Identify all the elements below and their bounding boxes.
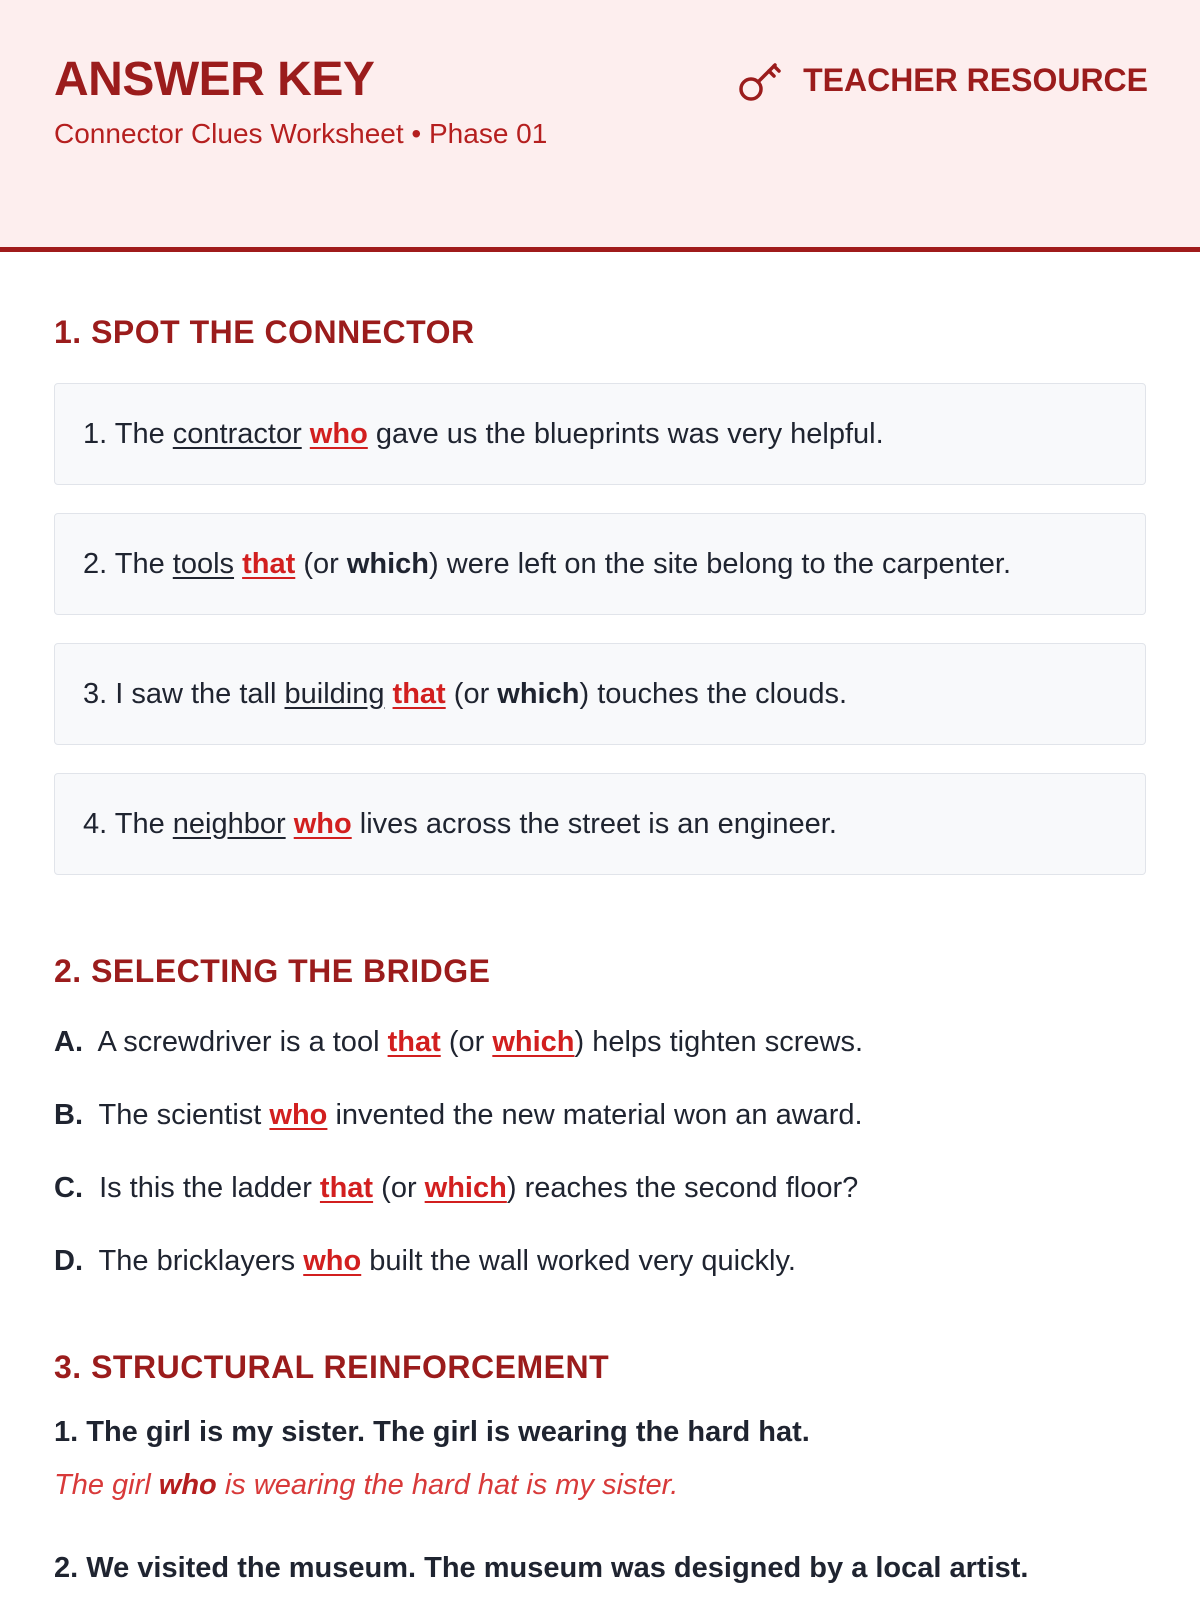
badge-label: TEACHER RESOURCE xyxy=(803,61,1148,98)
antecedent-noun: building xyxy=(284,677,385,710)
alternate-connector: (or which) xyxy=(448,1026,585,1058)
section-heading-structural-reinforcement: 3. STRUCTURAL REINFORCEMENT xyxy=(54,1349,610,1385)
connector-word: who xyxy=(269,1099,328,1131)
combine-question: 1. The girl is my sister. The girl is wearing the hard hat. xyxy=(54,1416,810,1448)
sentence-start: The bricklayers xyxy=(98,1245,296,1277)
combine-answer xyxy=(54,1458,1146,1512)
bridge-item xyxy=(54,1079,1146,1152)
page-header xyxy=(0,0,1200,252)
connector-word: who xyxy=(303,1245,362,1277)
connector-word: that xyxy=(242,547,296,580)
answer-card xyxy=(54,773,1146,875)
sentence-start: Is this the ladder xyxy=(99,1172,312,1204)
alternate-word: which xyxy=(497,677,580,710)
bridge-item xyxy=(54,1225,1146,1298)
item-number: 1. xyxy=(83,417,108,450)
item-number: 4. xyxy=(83,807,108,840)
item-letter: D. xyxy=(54,1245,83,1277)
item-number: 2. xyxy=(83,547,108,580)
sentence-rest: were left on the site belong to the carpenter. xyxy=(446,547,1012,580)
sentence-start: The xyxy=(114,547,165,580)
bridge-item xyxy=(54,1006,1146,1079)
sentence-start: A screwdriver is a tool xyxy=(97,1026,380,1058)
bridge-item xyxy=(54,1152,1146,1225)
connector-word: who xyxy=(309,417,368,450)
sentence-rest: helps tighten screws. xyxy=(592,1026,864,1058)
alternate-word: which xyxy=(492,1026,575,1058)
alternate-word: which xyxy=(424,1172,507,1204)
antecedent-noun: contractor xyxy=(172,417,302,450)
answer-card xyxy=(54,383,1146,485)
page-title: ANSWER KEY xyxy=(54,53,375,106)
connector-word: that xyxy=(387,1026,441,1058)
answer-key-content xyxy=(0,252,1200,1594)
answer-rest: is wearing the hard hat is my sister. xyxy=(224,1469,679,1501)
connector-word: that xyxy=(392,677,446,710)
alternate-word: which xyxy=(346,547,430,580)
item-letter: A. xyxy=(54,1026,83,1058)
sentence-start: The xyxy=(114,417,165,450)
sentence-rest: touches the clouds. xyxy=(597,677,848,710)
sentence-start: The scientist xyxy=(98,1099,262,1131)
connector-word: who xyxy=(158,1469,217,1501)
answer-card xyxy=(54,513,1146,615)
item-number: 3. xyxy=(83,677,108,710)
sentence-rest: gave us the blueprints was very helpful. xyxy=(375,417,884,450)
combine-question: 2. We visited the museum. The museum was designed by a local artist. xyxy=(54,1552,1029,1584)
alternate-connector: (or which) xyxy=(381,1172,517,1204)
section-heading-spot-connector: 1. SPOT THE CONNECTOR xyxy=(54,314,475,350)
sentence-rest: invented the new material won an award. xyxy=(335,1099,863,1131)
answer-start: The girl xyxy=(54,1469,151,1501)
connector-word: who xyxy=(293,807,352,840)
antecedent-noun: tools xyxy=(172,547,235,580)
alternate-connector: (or which) xyxy=(453,677,590,710)
answer-card xyxy=(54,643,1146,745)
antecedent-noun: neighbor xyxy=(172,807,286,840)
page-subtitle: Connector Clues Worksheet • Phase 01 xyxy=(54,118,548,149)
teacher-resource-badge xyxy=(737,56,1148,104)
sentence-rest: built the wall worked very quickly. xyxy=(369,1245,796,1277)
connector-word: that xyxy=(319,1172,374,1204)
item-letter: B. xyxy=(54,1099,83,1131)
section-heading-selecting-bridge: 2. SELECTING THE BRIDGE xyxy=(54,953,491,989)
key-icon xyxy=(737,56,785,104)
sentence-start: I saw the tall xyxy=(115,677,277,710)
alternate-connector: (or which) xyxy=(303,547,439,580)
item-letter: C. xyxy=(54,1172,83,1204)
sentence-rest: reaches the second floor? xyxy=(524,1172,859,1204)
sentence-rest: lives across the street is an engineer. xyxy=(359,807,837,840)
sentence-start: The xyxy=(114,807,165,840)
